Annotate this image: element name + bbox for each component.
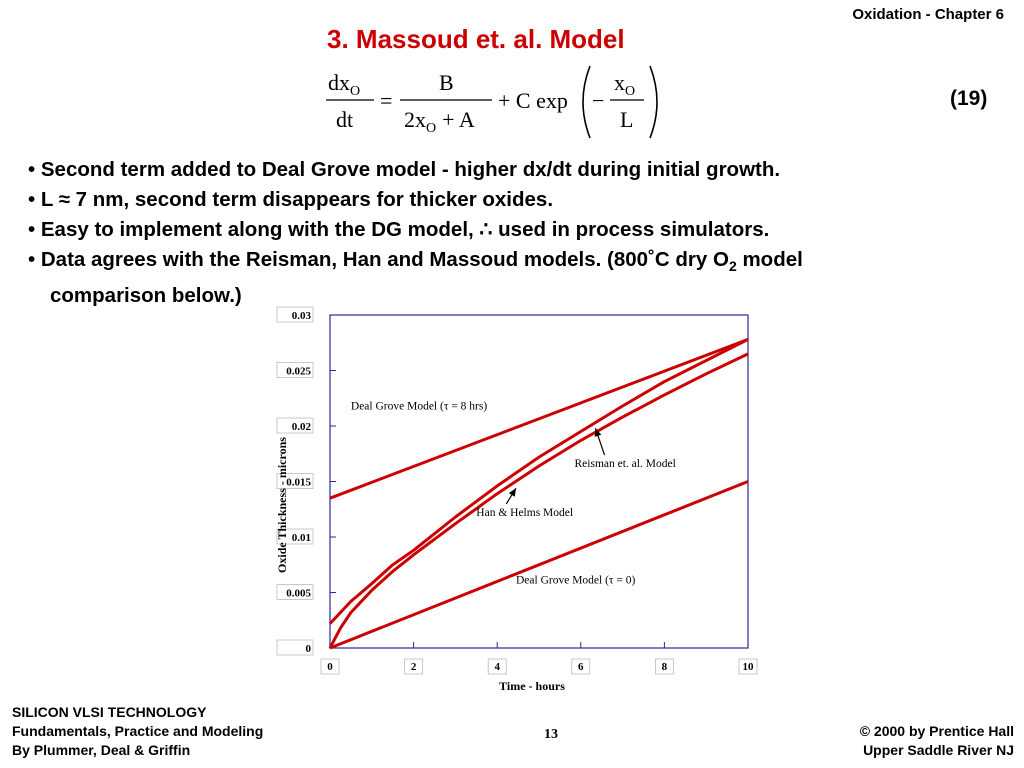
- annotation-deal-grove-model-8-hrs: Deal Grove Model (τ = 8 hrs): [350, 400, 488, 413]
- y-axis-label: Oxide Thickness - microns: [275, 437, 289, 573]
- y-tick-label: 0.015: [286, 476, 311, 489]
- eq-lhs-den: dt: [336, 107, 354, 132]
- eq-frac2-den: L: [620, 107, 634, 132]
- x-tick-label: 10: [742, 661, 754, 673]
- eq-frac2-num: $x_O$: [614, 70, 636, 99]
- y-tick-label: 0.01: [291, 532, 311, 544]
- eq-lhs-num: $dx_O$: [328, 70, 361, 99]
- footer-book-info: [12, 703, 263, 760]
- eq-c-exp: + C exp: [498, 88, 568, 113]
- x-tick-label: 0: [327, 661, 333, 673]
- y-tick-label: 0.025: [286, 365, 311, 378]
- page-number: 13: [544, 727, 558, 742]
- therefore-symbol: ∴: [479, 219, 493, 241]
- series-line-han-helms-model: [330, 354, 748, 648]
- bullet-list: [28, 155, 1008, 311]
- bullet-4-continued: comparison below.): [50, 284, 242, 308]
- chapter-header: Oxidation - Chapter 6: [852, 6, 1004, 23]
- y-tick-label: 0.005: [286, 587, 311, 600]
- annotation-deal-grove-model-0: Deal Grove Model (τ = 0): [516, 574, 636, 587]
- y-tick-label: 0: [305, 643, 311, 655]
- footer-copyright: © 2000 by Prentice Hall: [859, 723, 1014, 739]
- bullet-2: • L ≈ 7 nm, second term disappears for thicker oxides.: [28, 188, 554, 211]
- massoud-equation: [322, 62, 682, 142]
- eq-equals: =: [380, 88, 393, 113]
- eq-frac1-den: $2x_O + A$: [404, 107, 475, 136]
- footer-location: Upper Saddle River NJ: [863, 742, 1014, 758]
- equation-number: (19): [950, 87, 988, 110]
- annotation-reisman-et-al-model: Reisman et. al. Model: [574, 458, 676, 471]
- x-tick-label: 8: [661, 661, 668, 673]
- x-tick-label: 6: [578, 661, 584, 673]
- x-tick-label: 2: [410, 661, 417, 673]
- footer-publisher: [860, 722, 1014, 760]
- footer-line-1: SILICON VLSI TECHNOLOGY: [12, 704, 207, 720]
- y-tick-label: 0.02: [291, 421, 311, 433]
- x-axis-label: Time - hours: [499, 679, 565, 693]
- bullet-3: • Easy to implement along with the DG model, ∴ used in process simulators.: [28, 218, 770, 241]
- bullet-1: • Second term added to Deal Grove model - higher dx/dt during initial growth.: [28, 158, 781, 181]
- plot-area-frame: [330, 315, 748, 648]
- eq-frac1-num: B: [439, 70, 454, 95]
- annotation-han-helms-model: Han & Helms Model: [476, 506, 574, 519]
- x-tick-label: 4: [494, 661, 500, 673]
- oxide-thickness-chart: [265, 305, 775, 695]
- y-tick-label: 0.03: [291, 310, 311, 322]
- series-line-deal-grove-model-8-hrs: [330, 339, 748, 498]
- eq-minus: −: [592, 88, 605, 113]
- slide-title: 3. Massoud et. al. Model: [327, 24, 625, 54]
- footer-line-2: Fundamentals, Practice and Modeling: [12, 723, 264, 739]
- footer-line-3: By Plummer, Deal & Griffin: [12, 742, 191, 758]
- bullet-4: • Data agrees with the Reisman, Han and Massoud models. (800˚C dry $O_2$ model: [28, 248, 803, 275]
- annotation-arrowhead: [509, 488, 516, 497]
